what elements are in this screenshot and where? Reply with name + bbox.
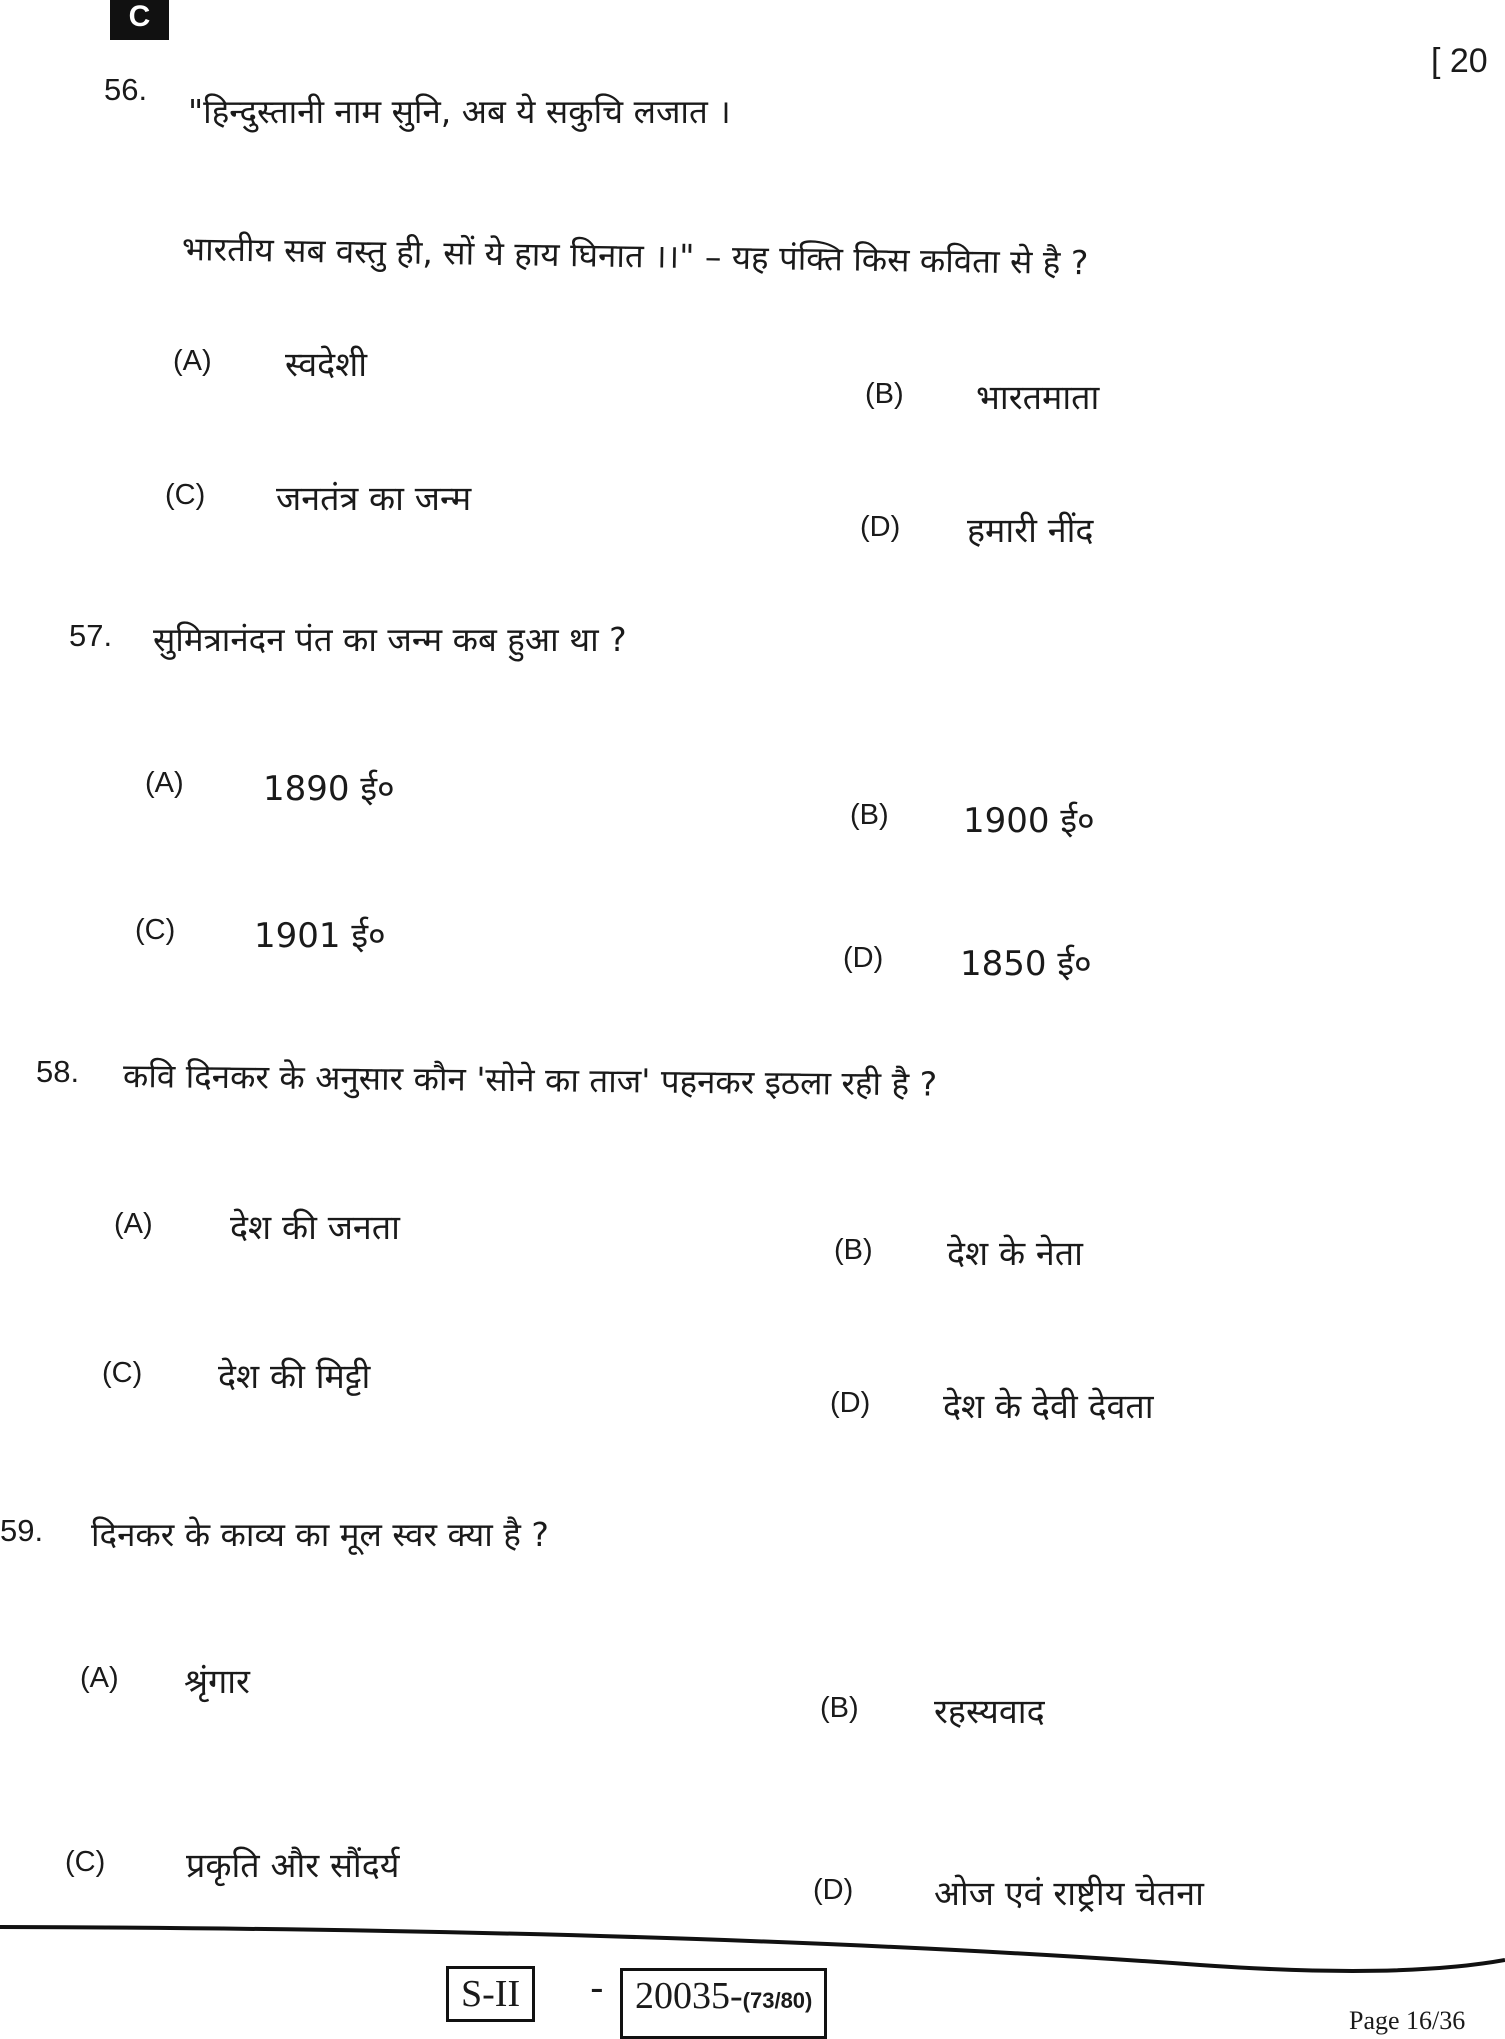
series-badge: C — [110, 0, 169, 40]
question-text-line: कवि दिनकर के अनुसार कौन 'सोने का ताज' पहनकर इठला रही है ? — [122, 1056, 938, 1104]
option-label: (B) — [865, 378, 904, 410]
option-label: (C) — [165, 479, 206, 511]
option-label: (D) — [830, 1387, 871, 1419]
option-label: (A) — [80, 1662, 119, 1694]
option-text: देश की जनता — [230, 1208, 400, 1248]
page-number: Page 16/36 — [1349, 2006, 1466, 2035]
question-number: 58. — [36, 1054, 80, 1089]
option-label: (A) — [173, 345, 212, 377]
option-label: (B) — [820, 1692, 859, 1724]
option-label: (C) — [135, 914, 176, 946]
option-text: 1850 ई० — [960, 944, 1092, 984]
option-label: (D) — [843, 942, 884, 974]
option-text: प्रकृति और सौंदर्य — [186, 1846, 400, 1886]
option-text: 1900 ई० — [963, 801, 1095, 841]
footer-separator: - — [590, 1966, 604, 2010]
option-label: (D) — [813, 1874, 854, 1906]
question-number: 56. — [104, 72, 148, 107]
option-label: (B) — [834, 1234, 873, 1266]
option-text: देश के देवी देवता — [943, 1387, 1154, 1427]
option-label: (D) — [860, 511, 901, 543]
paper-code: 20035- — [635, 1975, 743, 2017]
question-text-line: "हिन्दुस्तानी नाम सुनि, अब ये सकुचि लजात । — [188, 92, 731, 131]
option-text: भारतमाता — [976, 378, 1100, 418]
question-text-line: दिनकर के काव्य का मूल स्वर क्या है ? — [91, 1515, 549, 1554]
question-number: 59. — [0, 1513, 44, 1548]
question-text-line: सुमित्रानंदन पंत का जन्म कब हुआ था ? — [153, 620, 627, 659]
option-text: देश की मिट्टी — [218, 1357, 371, 1397]
paper-code-box — [620, 1968, 827, 2039]
option-label: (C) — [65, 1846, 106, 1878]
option-label: (A) — [145, 767, 184, 799]
option-text: देश के नेता — [947, 1234, 1083, 1274]
option-text: 1890 ई० — [263, 769, 395, 809]
set-code-box: S-II — [446, 1966, 535, 2022]
question-text-line: भारतीय सब वस्तु ही, सों ये हाय घिनात ।।" – यह पंक्ति किस कविता से है ? — [181, 229, 1089, 283]
option-text: स्वदेशी — [285, 345, 368, 385]
option-label: (C) — [102, 1357, 143, 1389]
option-text: रहस्यवाद — [934, 1692, 1045, 1732]
option-text: हमारी नींद — [967, 511, 1094, 551]
option-text: श्रृंगार — [184, 1662, 250, 1702]
option-text: ओज एवं राष्ट्रीय चेतना — [934, 1874, 1204, 1914]
option-label: (A) — [114, 1208, 153, 1240]
question-number: 57. — [69, 618, 113, 653]
option-label: (B) — [850, 799, 889, 831]
option-text: 1901 ई० — [254, 916, 386, 956]
paper-sub-code: (73/80) — [742, 1988, 813, 2013]
option-text: जनतंत्र का जन्म — [276, 479, 472, 519]
marks-label: [ 20 — [1431, 42, 1488, 80]
